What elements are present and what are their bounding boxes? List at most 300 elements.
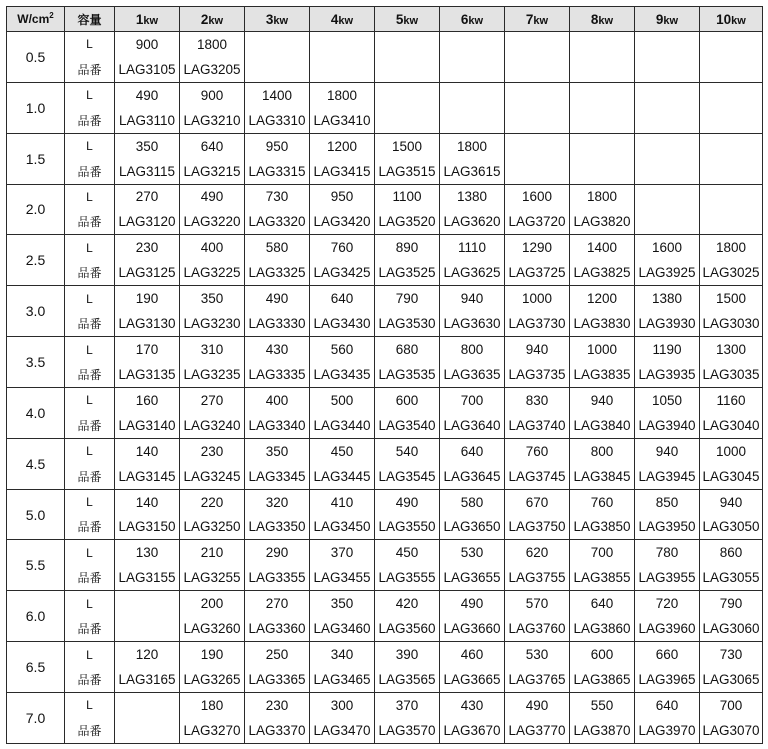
length-cell: 1160 [700,387,763,412]
length-cell [635,32,700,57]
part-number-label: 品番 [65,159,115,184]
part-number-cell: LAG3125 [115,260,180,285]
part-number-cell: LAG3925 [635,260,700,285]
part-number-cell: LAG3210 [180,108,245,133]
part-number-cell: LAG3070 [700,718,763,744]
length-row [7,540,763,565]
power-unit: kw [663,14,679,27]
part-number-cell: LAG3150 [115,515,180,540]
part-number-cell: LAG3105 [115,57,180,82]
length-label: L [65,235,115,260]
part-number-label: 品番 [65,260,115,285]
length-label: L [65,133,115,158]
part-number-cell: LAG3230 [180,311,245,336]
part-number-cell: LAG3420 [310,209,375,234]
length-cell: 1190 [635,337,700,362]
length-cell: 200 [180,591,245,616]
length-cell: 500 [310,387,375,412]
part-number-label: 品番 [65,413,115,438]
watt-density-label: W/cm [17,12,50,26]
part-number-cell: LAG3235 [180,362,245,387]
part-number-cell: LAG3635 [440,362,505,387]
length-cell: 140 [115,438,180,463]
length-label: L [65,489,115,514]
length-cell: 790 [700,591,763,616]
part-number-label: 品番 [65,718,115,744]
watt-density-value: 0.5 [7,32,65,83]
part-number-cell: LAG3845 [570,464,635,489]
length-cell: 800 [570,438,635,463]
length-cell: 410 [310,489,375,514]
length-cell [635,82,700,107]
length-cell: 940 [635,438,700,463]
length-cell [310,32,375,57]
part-number-cell: LAG3725 [505,260,570,285]
length-cell: 940 [700,489,763,514]
part-number-label: 品番 [65,667,115,692]
part-number-cell: LAG3045 [700,464,763,489]
part-number-cell: LAG3205 [180,57,245,82]
part-number-cell: LAG3755 [505,565,570,590]
part-number-cell: LAG3860 [570,616,635,641]
part-number-cell: LAG3760 [505,616,570,641]
part-number-cell [505,159,570,184]
part-number-cell: LAG3950 [635,515,700,540]
part-number-cell: LAG3360 [245,616,310,641]
length-cell: 370 [375,692,440,717]
length-cell: 490 [115,82,180,107]
length-cell: 300 [310,692,375,717]
part-number-label: 品番 [65,565,115,590]
length-cell [505,133,570,158]
length-cell: 670 [505,489,570,514]
length-cell [635,133,700,158]
length-cell: 720 [635,591,700,616]
length-cell: 760 [505,438,570,463]
part-number-cell: LAG3040 [700,413,763,438]
part-number-row [7,667,763,692]
part-number-cell: LAG3850 [570,515,635,540]
power-header-6 [440,7,505,32]
part-number-cell: LAG3255 [180,565,245,590]
length-cell: 1300 [700,337,763,362]
part-number-cell [700,159,763,184]
part-number-cell: LAG3650 [440,515,505,540]
part-number-cell: LAG3765 [505,667,570,692]
part-number-cell: LAG3465 [310,667,375,692]
power-unit: kw [468,14,484,27]
length-cell [570,32,635,57]
power-num: 2 [200,11,209,27]
length-cell: 1380 [635,286,700,311]
part-number-cell: LAG3110 [115,108,180,133]
length-cell: 940 [505,337,570,362]
part-number-cell: LAG3935 [635,362,700,387]
length-cell: 170 [115,337,180,362]
part-number-cell: LAG3665 [440,667,505,692]
part-number-cell: LAG3240 [180,413,245,438]
length-cell: 430 [245,337,310,362]
power-num: 9 [655,11,664,27]
part-number-cell: LAG3315 [245,159,310,184]
length-cell: 1800 [700,235,763,260]
length-cell [505,32,570,57]
length-cell: 1800 [570,184,635,209]
part-number-label: 品番 [65,362,115,387]
power-num: 7 [525,11,534,27]
length-cell: 1000 [505,286,570,311]
length-cell: 680 [375,337,440,362]
part-number-cell [375,57,440,82]
length-cell [440,32,505,57]
part-number-row [7,464,763,489]
length-cell: 830 [505,387,570,412]
length-cell: 490 [375,489,440,514]
length-cell: 640 [310,286,375,311]
watt-density-value: 6.0 [7,591,65,642]
part-number-cell: LAG3370 [245,718,310,744]
part-number-cell: LAG3770 [505,718,570,744]
length-label: L [65,184,115,209]
length-cell [440,82,505,107]
length-cell [505,82,570,107]
part-number-cell: LAG3565 [375,667,440,692]
power-unit: kw [143,14,159,27]
part-number-cell: LAG3535 [375,362,440,387]
length-cell: 570 [505,591,570,616]
length-cell [245,32,310,57]
part-number-cell [570,159,635,184]
part-number-cell: LAG3065 [700,667,763,692]
length-cell: 430 [440,692,505,717]
length-label: L [65,286,115,311]
length-cell: 230 [245,692,310,717]
part-number-cell: LAG3965 [635,667,700,692]
part-number-row [7,57,763,82]
length-cell: 490 [505,692,570,717]
part-number-label: 品番 [65,616,115,641]
part-number-cell [635,209,700,234]
length-cell [375,32,440,57]
length-row [7,32,763,57]
length-row [7,235,763,260]
table-body [7,32,763,744]
length-cell: 450 [310,438,375,463]
part-number-cell: LAG3560 [375,616,440,641]
length-cell: 370 [310,540,375,565]
part-number-cell: LAG3835 [570,362,635,387]
part-number-cell: LAG3720 [505,209,570,234]
part-number-cell: LAG3825 [570,260,635,285]
length-cell: 350 [115,133,180,158]
part-number-cell: LAG3455 [310,565,375,590]
length-cell: 550 [570,692,635,717]
length-row [7,387,763,412]
part-number-row [7,565,763,590]
part-number-label: 品番 [65,108,115,133]
power-num: 3 [265,11,274,27]
length-cell: 420 [375,591,440,616]
part-number-cell: LAG3645 [440,464,505,489]
part-number-cell: LAG3460 [310,616,375,641]
part-number-cell: LAG3620 [440,209,505,234]
length-cell: 700 [700,692,763,717]
length-cell: 290 [245,540,310,565]
length-row [7,184,763,209]
length-cell: 780 [635,540,700,565]
power-header-10 [700,7,763,32]
part-number-cell: LAG3730 [505,311,570,336]
part-number-cell: LAG3550 [375,515,440,540]
part-number-cell: LAG3865 [570,667,635,692]
length-cell [700,133,763,158]
length-label: L [65,591,115,616]
length-cell: 140 [115,489,180,514]
part-number-cell: LAG3570 [375,718,440,744]
length-cell: 540 [375,438,440,463]
part-number-cell: LAG3520 [375,209,440,234]
watt-density-value: 5.0 [7,489,65,540]
length-cell: 1800 [440,133,505,158]
length-cell: 860 [700,540,763,565]
part-number-cell: LAG3245 [180,464,245,489]
part-number-cell [310,57,375,82]
length-cell: 640 [635,692,700,717]
part-number-cell: LAG3870 [570,718,635,744]
length-cell: 270 [245,591,310,616]
part-number-cell: LAG3310 [245,108,310,133]
power-unit: kw [208,14,224,27]
part-number-cell: LAG3945 [635,464,700,489]
length-cell [635,184,700,209]
length-label: L [65,438,115,463]
watt-density-value: 1.0 [7,82,65,133]
length-cell: 1100 [375,184,440,209]
part-number-cell: LAG3970 [635,718,700,744]
length-cell: 160 [115,387,180,412]
length-cell: 1380 [440,184,505,209]
length-cell [115,692,180,717]
length-cell: 1600 [635,235,700,260]
length-label: L [65,692,115,717]
length-cell: 1800 [180,32,245,57]
length-cell: 230 [115,235,180,260]
length-label: L [65,540,115,565]
length-cell: 460 [440,642,505,667]
length-cell: 730 [700,642,763,667]
part-number-cell: LAG3435 [310,362,375,387]
length-cell: 900 [180,82,245,107]
length-cell: 660 [635,642,700,667]
length-cell: 1400 [570,235,635,260]
part-number-cell: LAG3940 [635,413,700,438]
part-number-row [7,209,763,234]
length-cell: 760 [310,235,375,260]
watt-density-value: 1.5 [7,133,65,184]
length-cell: 490 [245,286,310,311]
length-cell [700,32,763,57]
watt-density-value: 4.0 [7,387,65,438]
length-cell: 270 [180,387,245,412]
part-number-cell [700,209,763,234]
length-cell: 130 [115,540,180,565]
part-number-cell: LAG3625 [440,260,505,285]
power-header-1 [115,7,180,32]
power-header-2 [180,7,245,32]
length-cell: 1500 [700,286,763,311]
part-number-cell: LAG3530 [375,311,440,336]
part-number-cell: LAG3330 [245,311,310,336]
part-number-cell [505,108,570,133]
power-num: 8 [590,11,599,27]
part-number-cell: LAG3440 [310,413,375,438]
part-number-cell: LAG3120 [115,209,180,234]
length-cell: 700 [440,387,505,412]
watt-density-value: 3.5 [7,337,65,388]
length-cell: 1600 [505,184,570,209]
length-cell: 1110 [440,235,505,260]
length-cell: 120 [115,642,180,667]
part-number-cell: LAG3050 [700,515,763,540]
length-row [7,489,763,514]
part-number-cell: LAG3350 [245,515,310,540]
part-number-row [7,515,763,540]
length-cell: 490 [180,184,245,209]
part-number-cell: LAG3320 [245,209,310,234]
length-cell: 890 [375,235,440,260]
length-row [7,82,763,107]
length-label: L [65,387,115,412]
part-number-cell: LAG3855 [570,565,635,590]
length-cell: 530 [505,642,570,667]
length-cell: 320 [245,489,310,514]
part-number-cell [700,57,763,82]
part-number-cell: LAG3555 [375,565,440,590]
part-number-cell: LAG3615 [440,159,505,184]
part-number-cell [375,108,440,133]
length-cell: 210 [180,540,245,565]
length-cell: 940 [570,387,635,412]
part-number-cell: LAG3035 [700,362,763,387]
power-unit: kw [273,14,289,27]
part-number-cell: LAG3930 [635,311,700,336]
length-row [7,692,763,717]
length-cell: 800 [440,337,505,362]
part-number-cell [505,57,570,82]
power-header-7 [505,7,570,32]
length-label: L [65,337,115,362]
part-number-cell [115,616,180,641]
part-number-cell: LAG3640 [440,413,505,438]
power-unit: kw [403,14,419,27]
length-row [7,642,763,667]
length-cell [375,82,440,107]
length-cell: 450 [375,540,440,565]
part-number-cell: LAG3525 [375,260,440,285]
length-row [7,337,763,362]
length-cell: 1200 [310,133,375,158]
part-number-cell: LAG3335 [245,362,310,387]
length-cell: 350 [245,438,310,463]
length-cell: 850 [635,489,700,514]
part-number-cell: LAG3250 [180,515,245,540]
part-number-cell: LAG3265 [180,667,245,692]
part-number-cell: LAG3750 [505,515,570,540]
power-unit: kw [598,14,614,27]
length-cell: 560 [310,337,375,362]
length-cell: 700 [570,540,635,565]
part-number-cell: LAG3740 [505,413,570,438]
part-number-cell: LAG3215 [180,159,245,184]
part-number-cell [635,159,700,184]
part-number-cell [700,108,763,133]
watt-density-value: 2.5 [7,235,65,286]
part-number-cell: LAG3355 [245,565,310,590]
length-cell: 1200 [570,286,635,311]
length-cell: 270 [115,184,180,209]
part-number-cell: LAG3840 [570,413,635,438]
length-cell: 600 [570,642,635,667]
length-cell: 220 [180,489,245,514]
power-num: 6 [460,11,469,27]
capacity-header: 容量 [65,7,115,32]
part-number-cell [440,57,505,82]
length-cell: 790 [375,286,440,311]
part-number-cell: LAG3450 [310,515,375,540]
length-cell: 760 [570,489,635,514]
header-row [7,7,763,32]
part-number-cell [245,57,310,82]
length-cell [700,184,763,209]
part-number-row [7,718,763,744]
length-cell: 950 [310,184,375,209]
part-number-cell: LAG3030 [700,311,763,336]
part-number-cell: LAG3130 [115,311,180,336]
length-cell: 190 [180,642,245,667]
length-cell: 530 [440,540,505,565]
length-cell: 640 [180,133,245,158]
watt-density-value: 6.5 [7,642,65,693]
part-number-row [7,108,763,133]
power-unit: kw [731,14,746,27]
watt-density-header [7,7,65,32]
power-header-3 [245,7,310,32]
length-cell: 350 [310,591,375,616]
length-row [7,438,763,463]
part-number-cell [635,108,700,133]
length-cell: 580 [440,489,505,514]
part-number-row [7,311,763,336]
part-number-cell: LAG3960 [635,616,700,641]
part-number-cell: LAG3060 [700,616,763,641]
length-cell [570,82,635,107]
length-cell: 400 [180,235,245,260]
part-number-cell: LAG3545 [375,464,440,489]
power-header-9 [635,7,700,32]
part-number-cell: LAG3470 [310,718,375,744]
part-number-cell: LAG3515 [375,159,440,184]
part-number-cell: LAG3365 [245,667,310,692]
length-cell: 180 [180,692,245,717]
length-cell: 190 [115,286,180,311]
watt-density-value: 2.0 [7,184,65,235]
part-number-cell: LAG3140 [115,413,180,438]
length-row [7,133,763,158]
part-number-cell: LAG3220 [180,209,245,234]
part-number-cell: LAG3225 [180,260,245,285]
part-number-cell: LAG3830 [570,311,635,336]
length-cell: 310 [180,337,245,362]
